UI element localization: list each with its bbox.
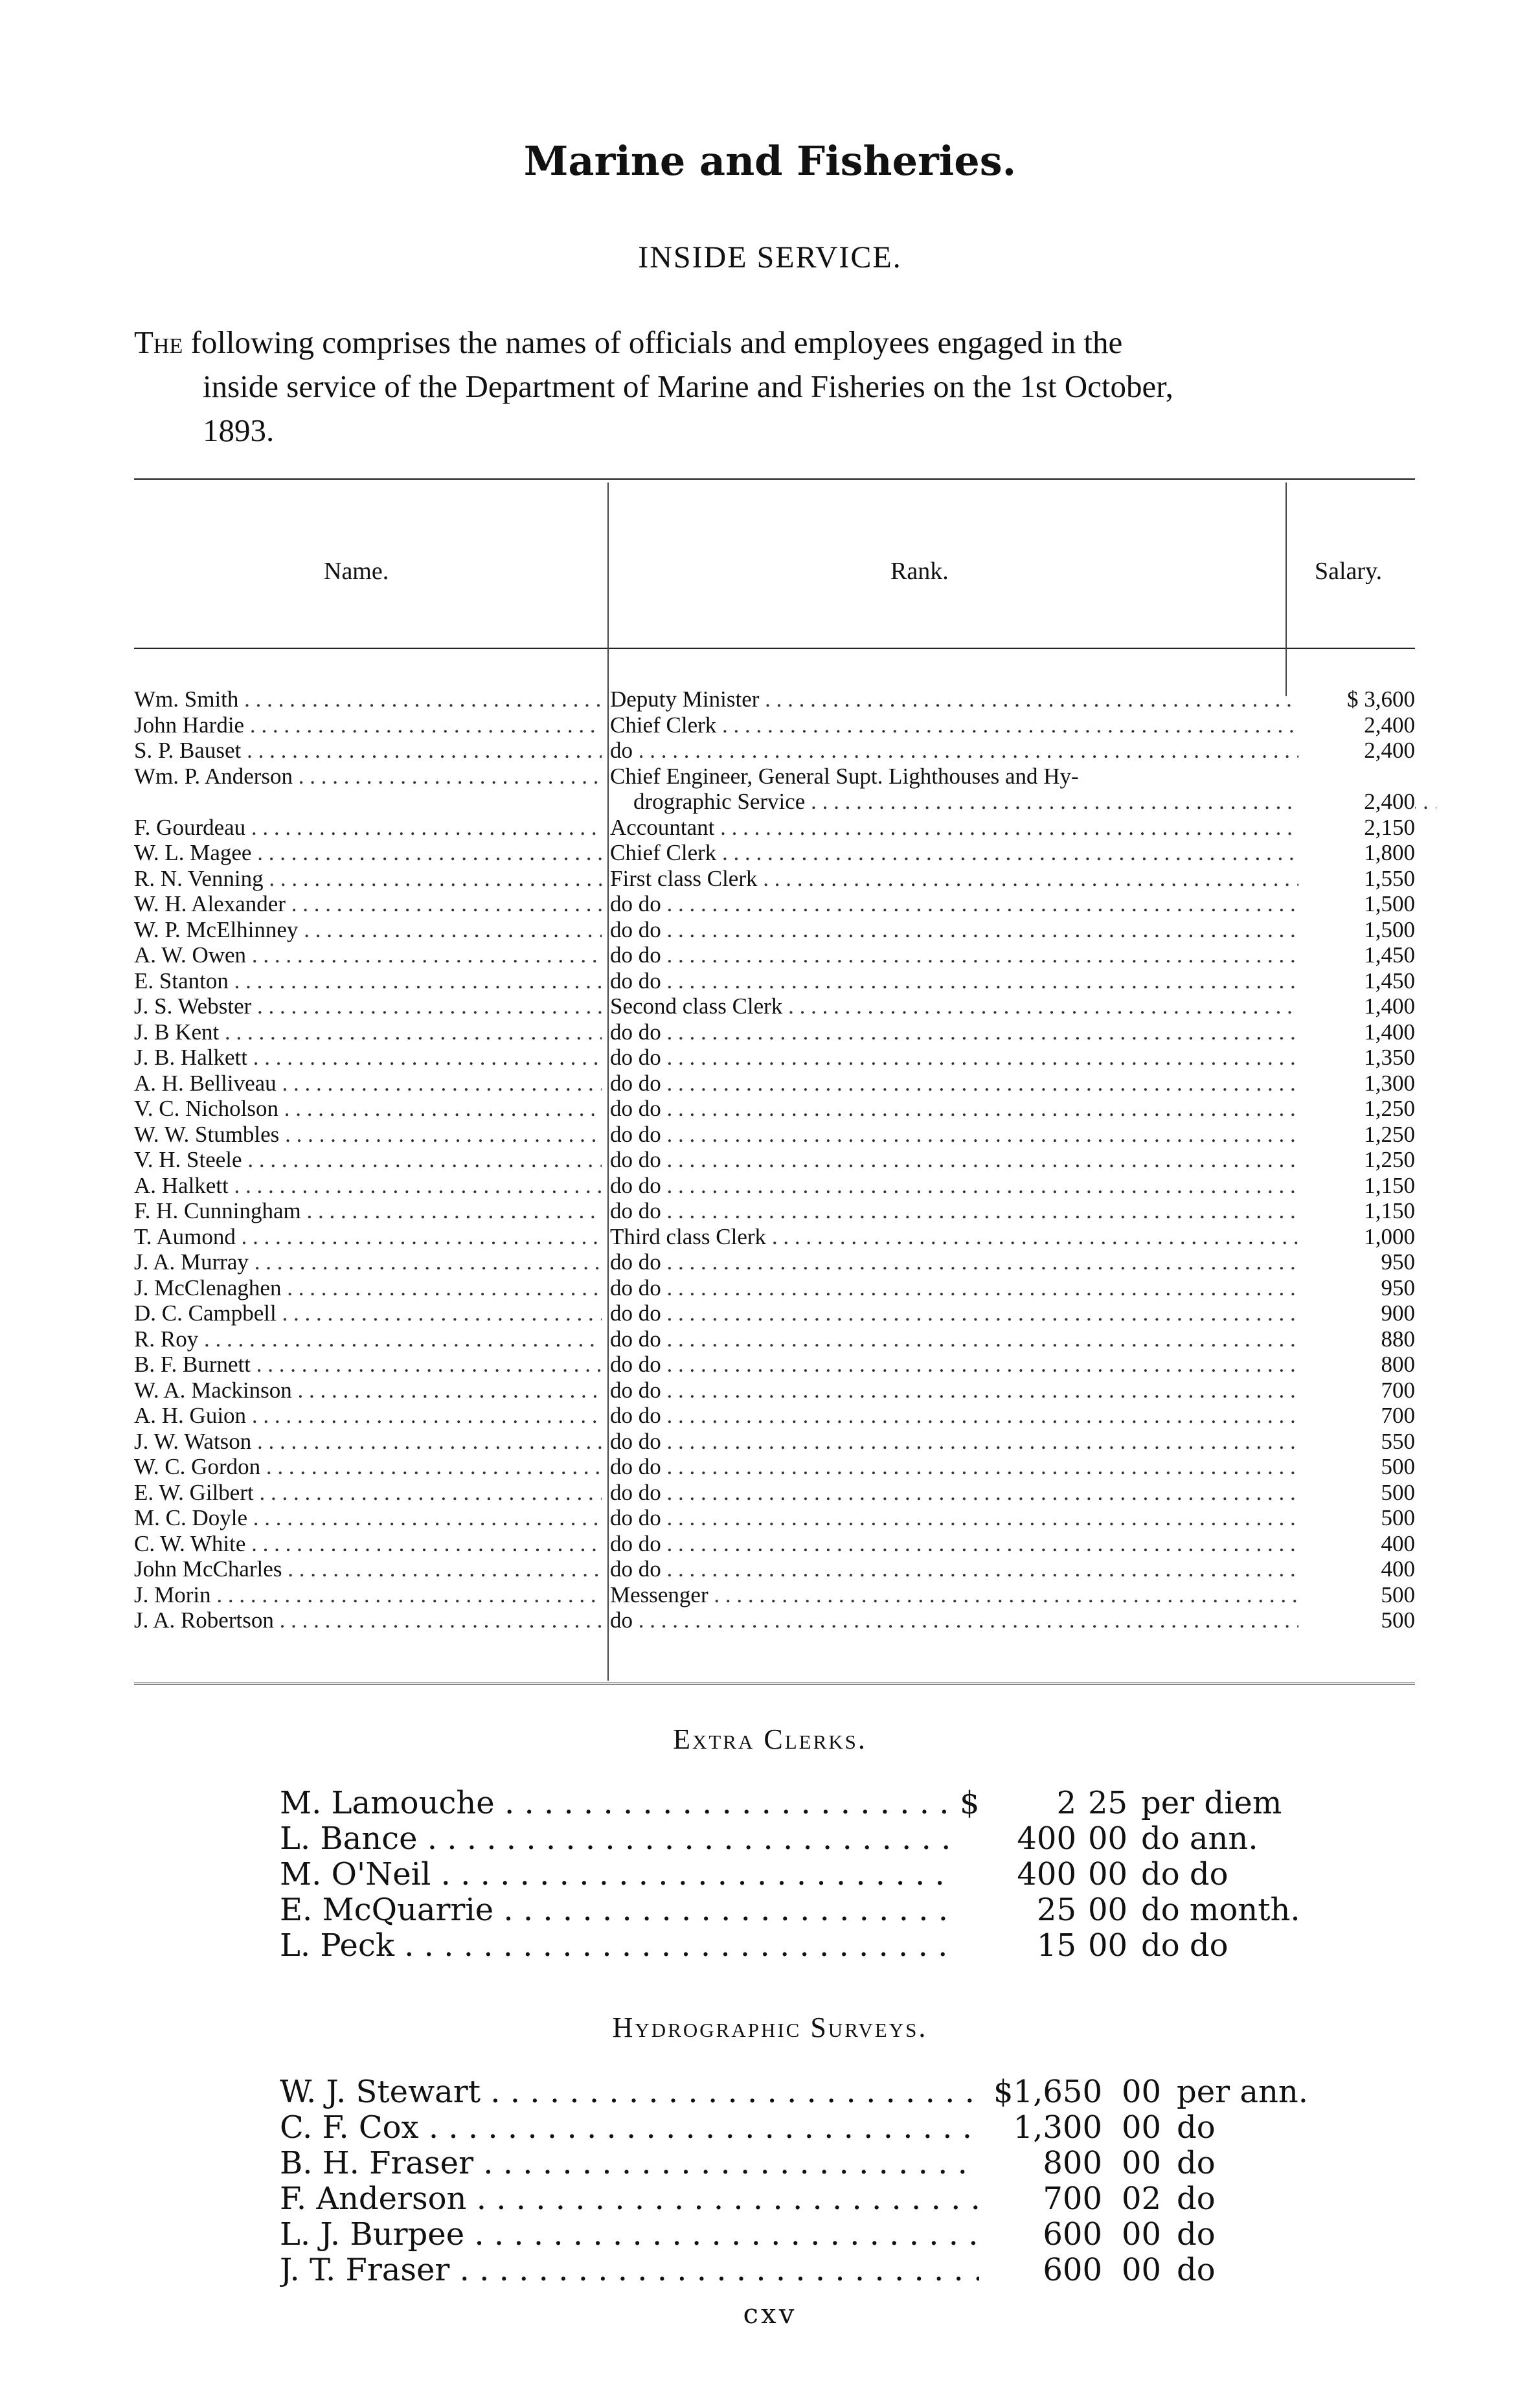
surveyor-period: do [1177,2181,1216,2217]
staff-name: J. A. Murray . . . [134,1249,602,1275]
extra-clerk-amount: 400 [1017,1856,1076,1892]
staff-salary: 500 [1298,1454,1415,1480]
surveyor-name: L. J. Burpee . . . [280,2217,979,2253]
page-number: cxv [743,2298,797,2330]
staff-rank: do do . . . [610,1019,1413,1045]
staff-rank: Accountant . . . [610,815,1413,841]
extra-clerk-period: do month. [1141,1892,1300,1928]
table-row [134,1429,1415,1455]
surveyor-period: per ann. [1177,2074,1309,2110]
staff-name: John Hardie . . . [134,712,602,738]
staff-rank: do do . . . [610,917,1413,943]
extra-clerk-row [280,1928,1316,1964]
staff-salary: 1,450 [1298,942,1415,968]
staff-name: V. H. Steele . . . [134,1147,602,1173]
staff-rank: Third class Clerk . . . [610,1224,1413,1250]
intro-lead: The [134,324,183,360]
staff-name: A. H. Guion . . . [134,1403,602,1429]
hydrographic-row [280,2110,1316,2146]
staff-rank: do do . . . [610,1071,1413,1096]
staff-table-body [134,687,1415,1633]
extra-clerk-row [280,1857,1316,1892]
table-row [134,1454,1415,1480]
surveyor-amount: 700 [1043,2181,1102,2217]
table-row [134,1071,1415,1096]
extra-clerk-name: M. O'Neil . . . [280,1857,953,1892]
staff-salary: 1,000 [1298,1224,1415,1250]
table-row [134,917,1415,943]
staff-salary: 1,550 [1298,866,1415,892]
dollar-sign: $ [960,1785,980,1821]
staff-rank: do do . . . [610,1326,1413,1352]
table-row [134,1045,1415,1071]
staff-rank: do do . . . [610,1147,1413,1173]
staff-name: F. Gourdeau . . . [134,815,602,841]
extra-clerk-amount: 400 [1017,1821,1076,1857]
table-header-rule [134,648,1415,649]
intro-line-1: following comprises the names of officials and employees engaged in the [190,324,1123,360]
staff-rank: do do . . . [610,1198,1413,1224]
column-header-salary: Salary. [1315,558,1383,585]
staff-name: W. L. Magee . . . [134,840,602,866]
staff-name: B. F. Burnett . . . [134,1352,602,1378]
surveyor-name: C. F. Cox . . . [280,2110,979,2146]
staff-name: J. W. Watson . . . [134,1429,602,1455]
extra-clerk-cents: 00 [1088,1927,1128,1964]
staff-salary: 1,800 [1298,840,1415,866]
extra-clerk-row [280,1786,1316,1821]
surveyor-period: do [1177,2216,1216,2253]
staff-name: W. C. Gordon . . . [134,1454,602,1480]
staff-name: A. W. Owen . . . [134,942,602,968]
section-subtitle: INSIDE SERVICE. [638,240,902,275]
staff-salary: 2,400 [1298,789,1415,815]
column-header-rank: Rank. [890,558,949,585]
staff-name: D. C. Campbell . . . [134,1300,602,1326]
extra-clerk-cents: 25 [1088,1785,1128,1821]
table-row [134,1019,1415,1045]
staff-rank: do . . . [610,1607,1413,1633]
extra-clerk-name: L. Peck . . . [280,1928,953,1964]
staff-salary: 1,150 [1298,1198,1415,1224]
staff-salary: 500 [1298,1607,1415,1633]
staff-name: R. N. Venning . . . [134,866,602,892]
staff-rank: do . . . [610,738,1413,764]
staff-salary: 400 [1298,1556,1415,1582]
table-row [134,1096,1415,1122]
table-bottom-rule [134,1683,1415,1687]
staff-rank: Chief Clerk . . . [610,712,1413,738]
table-row [134,1224,1415,1250]
staff-salary: 900 [1298,1300,1415,1326]
intro-paragraph [134,321,1410,453]
staff-salary: 2,400 [1298,738,1415,764]
staff-name: Wm. P. Anderson . . . [134,764,602,789]
staff-name: V. C. Nicholson . . . [134,1096,602,1122]
table-row [134,1582,1415,1608]
table-row [134,789,1415,815]
surveyor-cents: 00 [1122,2074,1162,2110]
staff-salary: 2,150 [1298,815,1415,841]
staff-rank: do do . . . [610,942,1413,968]
surveyor-amount: $1,650 [993,2074,1102,2110]
staff-name: J. A. Robertson . . . [134,1607,602,1633]
table-row [134,738,1415,764]
staff-rank: Messenger . . . [610,1582,1413,1608]
table-row [134,1505,1415,1531]
extra-clerk-period: do do [1141,1927,1229,1964]
column-divider-rank-salary [1285,482,1287,696]
staff-salary: 500 [1298,1480,1415,1506]
hydrographic-heading: Hydrographic Surveys. [612,2012,928,2043]
staff-rank: do do . . . [610,1275,1413,1301]
staff-rank: do do . . . [610,1403,1413,1429]
staff-name: R. Roy . . . [134,1326,602,1352]
staff-name: J. Morin . . . [134,1582,602,1608]
surveyor-cents: 00 [1122,2252,1162,2288]
staff-rank: do do . . . [610,1352,1413,1378]
surveyor-name: B. H. Fraser . . . [280,2146,979,2181]
page-title: Marine and Fisheries. [523,137,1017,185]
table-row [134,1198,1415,1224]
extra-clerk-cents: 00 [1088,1856,1128,1892]
table-row [134,1531,1415,1557]
surveyor-cents: 00 [1122,2109,1162,2146]
staff-name: John McCharles . . . [134,1556,602,1582]
column-header-name: Name. [324,558,389,585]
table-row [134,1300,1415,1326]
extra-clerk-cents: 00 [1088,1821,1128,1857]
table-row [134,1249,1415,1275]
table-row [134,1480,1415,1506]
staff-salary: 1,350 [1298,1045,1415,1071]
staff-salary: 1,400 [1298,1019,1415,1045]
table-row [134,1147,1415,1173]
staff-rank: Chief Engineer, General Supt. Lighthouses and Hy- [610,763,1079,789]
table-row [134,1326,1415,1352]
table-row [134,1378,1415,1403]
table-row [134,687,1415,712]
staff-name: A. H. Belliveau . . . [134,1071,602,1096]
staff-rank: do do . . . [610,1122,1413,1148]
table-row [134,840,1415,866]
table-row [134,712,1415,738]
table-top-rule [134,478,1415,482]
extra-clerk-period: per diem [1141,1785,1282,1821]
extra-clerk-amount: 25 [1036,1892,1076,1928]
table-row [134,968,1415,994]
surveyor-cents: 00 [1122,2216,1162,2253]
staff-name: Wm. Smith . . . [134,687,602,712]
staff-salary: 400 [1298,1531,1415,1557]
surveyor-name: F. Anderson . . . [280,2181,979,2217]
hydrographic-row [280,2146,1316,2181]
extra-clerk-cents: 00 [1088,1892,1128,1928]
staff-salary: 1,250 [1298,1096,1415,1122]
staff-rank: do do . . . [610,1429,1413,1455]
surveyor-name: W. J. Stewart . . . [280,2074,979,2110]
staff-name: A. Halkett . . . [134,1173,602,1199]
staff-rank: do do . . . [610,1173,1413,1199]
staff-name: J. B. Halkett . . . [134,1045,602,1071]
staff-salary: 500 [1298,1582,1415,1608]
staff-salary: 1,500 [1298,891,1415,917]
staff-name: J. McClenaghen . . . [134,1275,602,1301]
staff-name: J. S. Webster . . . [134,993,602,1019]
table-row [134,1173,1415,1199]
surveyor-amount: 600 [1043,2216,1102,2253]
staff-salary: 1,250 [1298,1122,1415,1148]
extra-clerks-list [280,1786,1316,1964]
staff-salary: 1,250 [1298,1147,1415,1173]
staff-salary: 1,300 [1298,1071,1415,1096]
staff-salary: 1,500 [1298,917,1415,943]
surveyor-period: do [1177,2252,1216,2288]
extra-clerk-period: do ann. [1141,1821,1258,1857]
staff-name: W. H. Alexander . . . [134,891,602,917]
staff-rank: do do . . . [610,1505,1413,1531]
surveyor-period: do [1177,2145,1216,2181]
staff-rank: do do . . . [610,891,1413,917]
staff-rank: do do . . . [610,1480,1413,1506]
surveyor-amount: 1,300 [1013,2109,1102,2146]
staff-name: W. W. Stumbles . . . [134,1122,602,1148]
extra-clerks-heading: Extra Clerks. [673,1723,867,1755]
table-row [134,764,1415,789]
table-row [134,866,1415,892]
hydrographic-row [280,2253,1316,2288]
staff-name: C. W. White . . . [134,1531,602,1557]
staff-rank: do do . . . [610,1249,1413,1275]
hydrographic-row [280,2217,1316,2253]
staff-salary: 950 [1298,1275,1415,1301]
staff-rank: do do . . . [610,1300,1413,1326]
staff-rank: do do . . . [610,1531,1413,1557]
extra-clerk-name: M. Lamouche . . . [280,1786,953,1821]
staff-salary: $ 3,600 [1298,687,1415,712]
staff-rank: do do . . . [610,1378,1413,1403]
table-row [134,1556,1415,1582]
extra-clerk-row [280,1892,1316,1928]
staff-salary: 880 [1298,1326,1415,1352]
table-row [134,1607,1415,1633]
staff-rank: Second class Clerk . . . [610,993,1413,1019]
staff-name: S. P. Bauset . . . [134,738,602,764]
intro-line-2: inside service of the Department of Marine and Fisheries on the 1st October, [203,369,1173,404]
staff-rank: do do . . . [610,968,1413,994]
surveyor-period: do [1177,2109,1216,2146]
staff-rank: do do . . . [610,1096,1413,1122]
intro-line-3: 1893. [203,413,275,448]
hydrographic-row [280,2181,1316,2217]
staff-rank: Deputy Minister . . . [610,687,1413,712]
staff-name: W. P. McElhinney . . . [134,917,602,943]
staff-rank: do do . . . [610,1454,1413,1480]
extra-clerk-amount: 2 [1056,1785,1076,1821]
staff-name: J. B Kent . . . [134,1019,602,1045]
staff-salary: 700 [1298,1378,1415,1403]
staff-salary: 500 [1298,1505,1415,1531]
staff-name: M. C. Doyle . . . [134,1505,602,1531]
staff-name: E. Stanton . . . [134,968,602,994]
surveyor-amount: 800 [1043,2145,1102,2181]
staff-name: T. Aumond . . . [134,1224,602,1250]
extra-clerk-name: E. McQuarrie . . . [280,1892,953,1928]
table-row [134,942,1415,968]
staff-salary: 950 [1298,1249,1415,1275]
staff-salary: 1,150 [1298,1173,1415,1199]
table-row [134,891,1415,917]
table-row [134,1352,1415,1378]
staff-rank: do do . . . [610,1556,1413,1582]
staff-salary: 700 [1298,1403,1415,1429]
staff-rank: do do . . . [610,1045,1413,1071]
extra-clerk-name: L. Bance . . . [280,1821,953,1857]
staff-salary: 1,450 [1298,968,1415,994]
surveyor-cents: 02 [1122,2181,1162,2217]
table-row [134,815,1415,841]
extra-clerk-row [280,1821,1316,1857]
staff-rank: Chief Clerk . . . [610,840,1413,866]
staff-rank: First class Clerk . . . [610,866,1413,892]
staff-rank: drographic Service . . . [610,789,1436,815]
staff-salary: 2,400 [1298,712,1415,738]
staff-name: E. W. Gilbert . . . [134,1480,602,1506]
surveyor-amount: 600 [1043,2252,1102,2288]
staff-salary: 550 [1298,1429,1415,1455]
extra-clerk-amount: 15 [1036,1927,1076,1964]
extra-clerk-period: do do [1141,1856,1229,1892]
table-row [134,1275,1415,1301]
staff-name: F. H. Cunningham . . . [134,1198,602,1224]
staff-salary: 1,400 [1298,993,1415,1019]
surveyor-cents: 00 [1122,2145,1162,2181]
surveyor-name: J. T. Fraser . . . [280,2253,979,2288]
table-row [134,1403,1415,1429]
staff-salary: 800 [1298,1352,1415,1378]
hydrographic-row [280,2074,1316,2110]
table-row [134,993,1415,1019]
table-row [134,1122,1415,1148]
staff-name: W. A. Mackinson . . . [134,1378,602,1403]
hydrographic-list [280,2074,1316,2288]
